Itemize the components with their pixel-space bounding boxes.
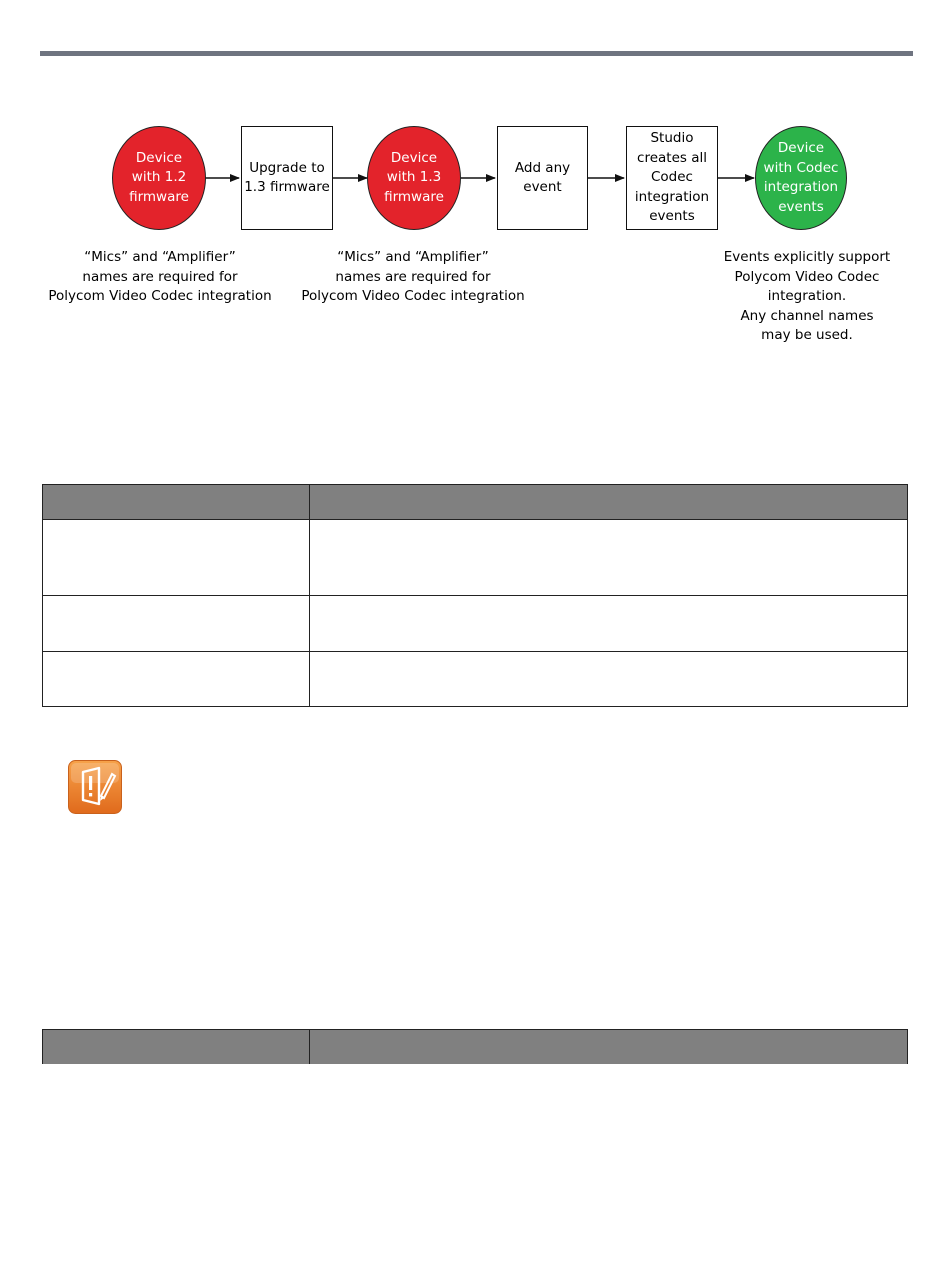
data-table-1 — [42, 484, 908, 707]
table-header-cell — [310, 485, 908, 520]
table-header-cell — [310, 1030, 908, 1065]
table-header-row — [43, 1030, 908, 1065]
note-warning-icon — [68, 760, 122, 814]
node-upgrade-firmware: Upgrade to 1.3 firmware — [241, 126, 333, 230]
table-row — [43, 652, 908, 707]
table-header-cell — [43, 485, 310, 520]
firmware-flow-diagram — [0, 0, 950, 343]
table-header-cell — [43, 1030, 310, 1065]
caption-device-1-3: “Mics” and “Amplifier” names are required for Polycom Video Codec integration — [301, 249, 525, 304]
table-header-row — [43, 485, 908, 520]
table-cell — [310, 652, 908, 707]
node-device-codec-events: Device with Codec integration events — [755, 126, 847, 230]
node-device-1-2: Device with 1.2 firmware — [112, 126, 206, 230]
note-warning-icon-graphic — [68, 760, 122, 814]
caption-codec-events: Events explicitly support Polycom Video Codec integration. Any channel names may be used. — [723, 249, 891, 343]
table-row — [43, 596, 908, 652]
table-cell — [310, 596, 908, 652]
table-cell — [310, 520, 908, 596]
caption-device-1-2: “Mics” and “Amplifier” names are required for Polycom Video Codec integration — [48, 249, 272, 304]
data-table-2 — [42, 1029, 908, 1064]
table-cell — [43, 652, 310, 707]
table-cell — [43, 520, 310, 596]
table-cell — [43, 596, 310, 652]
node-add-event: Add any event — [497, 126, 588, 230]
node-studio-creates-events: Studio creates all Codec integration events — [626, 126, 718, 230]
table-row — [43, 520, 908, 596]
node-device-1-3: Device with 1.3 firmware — [367, 126, 461, 230]
